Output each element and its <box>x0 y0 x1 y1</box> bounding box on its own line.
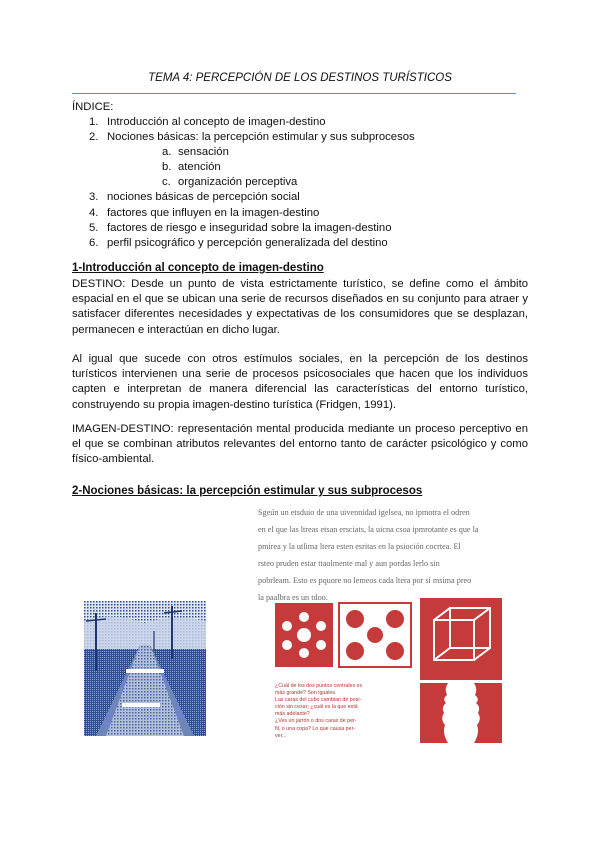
section-1-heading: 1-Introducción al concepto de imagen-destino <box>72 262 324 274</box>
index-list <box>72 115 415 251</box>
rubin-vase-image <box>420 683 502 743</box>
illusion-captions: ¿Cuál de los dos puntos centrales es más grande? Son iguales. Las caras del cubo cambian de posi- ción sin cesar; ¿cuál es la que está más adelante? ¿Ves un jarrón o dos caras de per- fil, o una copa? Lo que causa per- ver... <box>275 683 363 739</box>
index-item: 4. factores que influyen en la imagen-destino <box>89 206 320 219</box>
index-item: 6. perfil psicográfico y percepción generalizada del destino <box>89 236 388 249</box>
imagen-destino-paragraph: IMAGEN-DESTINO: representación mental producida mediante un proceso perceptivo en el que se combinan atributos relevantes del entorno tanto de carácter psicológico y como físico-ambiental. <box>72 423 528 466</box>
index-subitem: c. organización perceptiva <box>162 176 298 189</box>
scrambled-text-figure: Sgeún un etsduio de una uivennidad igelsea, no ipmotra el odren en el que las ltreas etsan ersciats, la uicna csoa ipmrotante es que la pmirea y la utlima ltera esten esritas en la psioción cocrtea. El rsteo pruden estar ttaolmente mal y aun pordas lerlo sin pobrleam. Esto es pquore no lemeos cada ltera por sí msima preo la paalbra es un tdoo. <box>258 508 479 602</box>
title-divider <box>72 93 516 94</box>
index-subitem: a. sensación <box>162 146 229 159</box>
index-subitem: b. atención <box>162 161 221 174</box>
index-item: 3. nociones básicas de percepción social <box>89 191 300 204</box>
destino-paragraph: DESTINO: Desde un punto de vista estrictamente turístico, se define como el ámbito espacial en el que se ubican una serie de recursos diseñados en su conjunto para atraer y satisfacer diferentes necesidades y expectativas de los consumidores que se desplazan, permanecen e interactúan en dicho lugar. <box>72 278 528 336</box>
index-item: 1. Introducción al concepto de imagen-destino <box>89 116 326 128</box>
necker-cube-image <box>420 598 502 680</box>
psychosocial-paragraph: Al igual que sucede con otros estímulos sociales, en la percepción de los destinos turísticos intervienen una serie de procesos psicosociales que hacen que los individuos capten e interpretan de manera diferencial las características del entorno turístico, construyendo su propia imagen-destino turística (Fridgen, 1991). <box>72 353 528 411</box>
page-title: TEMA 4: PERCEPCIÓN DE LOS DESTINOS TURÍSTICOS <box>148 72 452 84</box>
road-illusion-image <box>84 601 206 736</box>
section-2-heading: 2-Nociones básicas: la percepción estimular y sus subprocesos <box>72 485 423 497</box>
index-sublist <box>107 145 415 190</box>
index-label: ÍNDICE: <box>72 101 114 113</box>
ebbinghaus-illusion-image <box>273 601 413 673</box>
index-item: 2. Nociones básicas: la percepción estimular y sus subprocesos a. sensación b. atención c. organización perceptiva <box>72 130 415 190</box>
index-item: 5. factores de riesgo e inseguridad sobre la imagen-destino <box>89 221 392 234</box>
